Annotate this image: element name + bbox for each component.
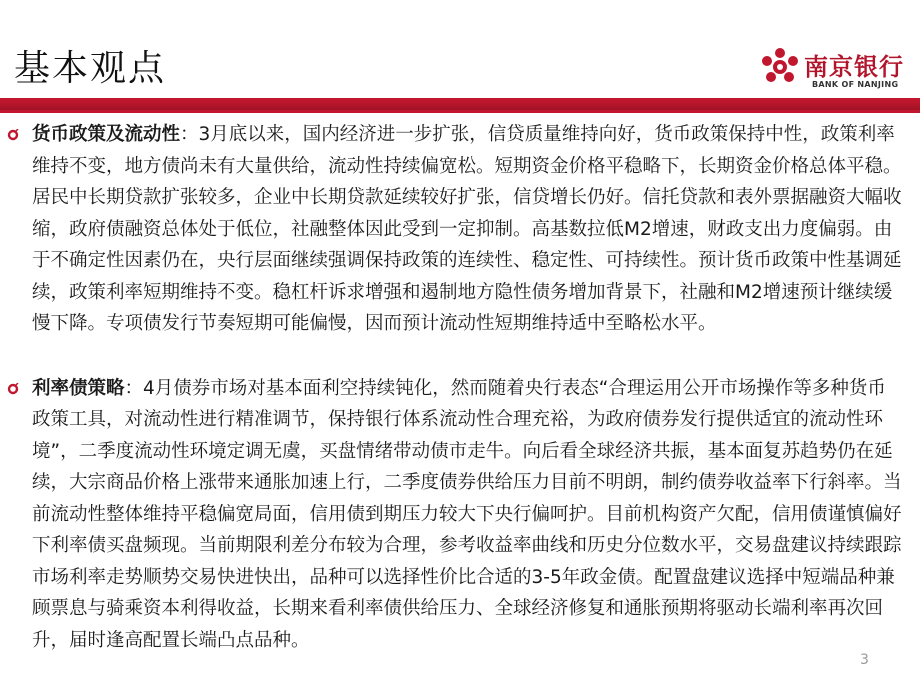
section-rate-bond-strategy bbox=[32, 373, 904, 657]
bank-emblem-icon bbox=[760, 47, 800, 87]
section-separator: ： bbox=[180, 124, 199, 145]
section-monetary-policy bbox=[32, 119, 904, 340]
bullet-icon bbox=[7, 129, 19, 141]
bullet-icon bbox=[7, 383, 19, 395]
bank-name-en: BANK OF NANJING bbox=[812, 80, 899, 89]
section-text: 4月债券市场对基本面利空持续钝化，然而随着央行表态“合理运用公开市场操作等多种货币政策工具，对流动性进行精准调节，保持银行体系流动性合理充裕，为政府债券发行提供适宜的流动性环境”，二季度流动性环境定调无虞，买盘情绪带动债市走牛。向后看全球经济共振，基本面复苏趋势仍在延续，大宗商品价格上涨带来通胀加速上行，二季度债券供给压力目前不明朗，制约债券收益率下行斜率。当前流动性整体维持平稳偏宽局面，信用债到期压力较大下央行偏呵护。目前机构资产欠配，信用债谨慎偏好下利率债买盘频现。当前期限利差分布较为合理，参考收益率曲线和历史分位数水平，交易盘建议持续跟踪市场利率走势顺势交易快进快出，品种可以选择性价比合适的3-5年政金债。配置盘建议选择中短端品种兼顾票息与骑乘资本利得收益，长期来看利率债供给压力、全球经济修复和通胀预期将驱动长端利率再次回升，届时逢高配置长端凸点品种。 bbox=[32, 377, 902, 651]
section-separator: ： bbox=[124, 377, 144, 399]
page-title: 基本观点 bbox=[14, 48, 167, 89]
bank-logo bbox=[760, 47, 912, 93]
section-text: 3月底以来，国内经济进一步扩张，信贷质量维持向好，货币政策保持中性，政策利率维持不变，地方债尚未有大量供给，流动性持续偏宽松。短期资金价格平稳略下，长期资金价格总体平稳。居民中长期贷款扩张较多，企业中长期贷款延续较好扩张，信贷增长仍好。信托贷款和表外票据融资大幅收缩，政府债融资总体处于低位，社融整体因此受到一定抑制。高基数拉低M2增速，财政支出力度偏弱。由于不确定性因素仍在，央行层面继续强调保持政策的连续性、稳定性、可持续性。预计货币政策中性基调延续，政策利率短期维持不变。稳杠杆诉求增强和遏制地方隐性债务增加背景下，社融和M2增速预计继续缓慢下降。专项债发行节奏短期可能偏慢，因而预计流动性短期维持适中至略松水平。 bbox=[32, 124, 902, 334]
page-number: 3 bbox=[860, 652, 869, 668]
header-divider bbox=[0, 98, 920, 113]
section-heading: 货币政策及流动性 bbox=[32, 124, 181, 145]
slide-body bbox=[32, 119, 904, 656]
bank-name-cn: 南京银行 bbox=[804, 53, 904, 81]
section-heading: 利率债策略 bbox=[32, 377, 125, 399]
